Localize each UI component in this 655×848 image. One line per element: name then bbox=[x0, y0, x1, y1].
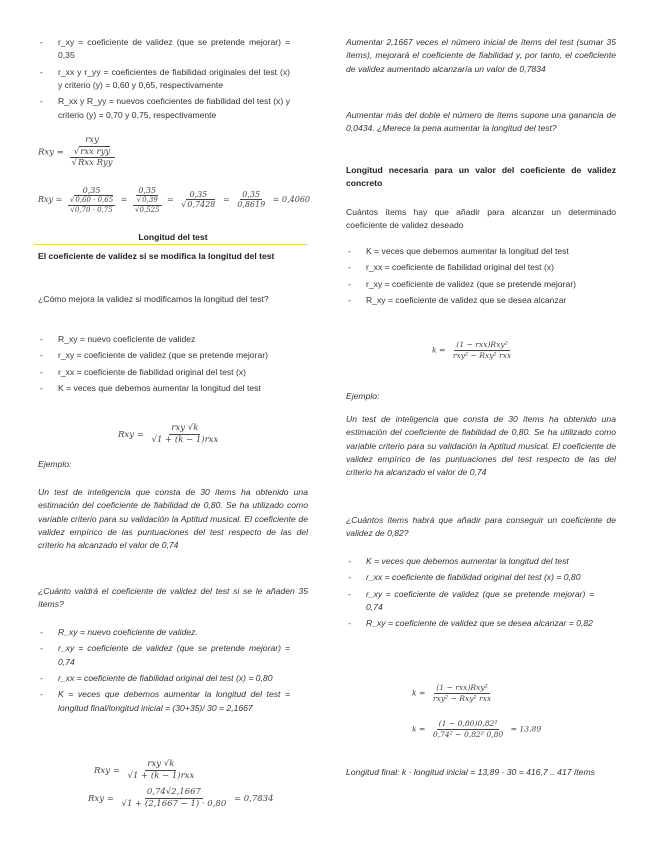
paragraph-intro: Cuántos ítems hay que añadir para alcanzar un determinado coeficiente de validez deseado bbox=[346, 207, 616, 231]
list-item: - K = veces que debemos aumentar la longitud del test bbox=[346, 245, 594, 258]
formula-corrected-validity: Rxy = rxy √rxx ryy √Rxx Ryy bbox=[38, 135, 113, 168]
definitions-list-3 bbox=[38, 626, 290, 718]
subheading-2: Longitud necesaria para un valor del coeficiente de validez concreto bbox=[346, 165, 616, 189]
formula-required-length-2: k = $\frac{\text{(1 − rxx)Rxy²}}{\text{rxy² − Rxy² rxx}}$ bbox=[412, 683, 492, 703]
list-item: - r_xy = coeficiente de validez (que se pretende mejorar) bbox=[346, 278, 594, 291]
ejemplo-text-2: Un test de inteligencia que consta de 30 ítems ha obtenido una estimación del coeficiente de fiabilidad de 0,80. Se ha utilizado como variable criterio para su validación la Aptitud musical. El coeficiente de validez empírico de las puntuaciones del test respecto de las del criterio ha alcanzado el valor de 0,74 bbox=[346, 414, 616, 478]
section-title: Longitud del test bbox=[138, 232, 208, 242]
ejemplo-label: Ejemplo: bbox=[38, 459, 72, 469]
list-item: - r_xy = coeficiente de validez (que se pretende mejorar) = 0,74 bbox=[346, 588, 594, 615]
list-item: - R_xx y R_yy = nuevos coeficientes de fiabilidad del test (x) y criterio (y) = 0,70 y 0,75, respectivamente bbox=[38, 95, 290, 122]
list-item: - r_xy = coeficiente de validez (que se pretende mejorar) = 0,35 bbox=[38, 36, 290, 63]
formula-length-validity: Rxy = $\frac{\text{rxy √k}}{\text{√1 + (k − 1)rxx}}$ bbox=[118, 423, 219, 445]
ejemplo-text: Un test de inteligencia que consta de 30 ítems ha obtenido una estimación del coeficiente de fiabilidad de 0,80. Se ha utilizado como variable criterio para su validación la Aptitud musical. El coeficiente de validez empírico de las puntuaciones del test respecto de las del criterio ha alcanzado el valor de 0,74 bbox=[38, 487, 308, 551]
ejemplo-label-2: Ejemplo: bbox=[346, 391, 380, 401]
formula-required-length: k = $\frac{\text{(1 − rxx)Rxy²}}{\text{rxy² − Rxy² rxx}}$ bbox=[432, 340, 512, 360]
definitions-list-4 bbox=[346, 245, 594, 310]
formula-required-length-numeric: k = $\frac{\text{(1 − 0,80)0,82²}}{\text{0,74² − 0,82² 0,80}}$ = 13,89 bbox=[412, 719, 542, 739]
list-item: - R_xy = nuevo coeficiente de validez bbox=[38, 333, 290, 346]
question-paragraph: ¿Cómo mejora la validez si modificamos la longitud del test? bbox=[38, 294, 269, 304]
formula-length-validity-2: Rxy = $\frac{\text{rxy √k}}{\text{√1 + (k − 1)rxx}}$ bbox=[94, 759, 195, 781]
list-item: - r_xx y r_yy = coeficientes de fiabilidad originales del test (x) y criterio (y) = 0,60 y 0,65, respectivamente bbox=[38, 66, 290, 93]
formula-length-validity-numeric: Rxy = $\frac{0,74√2,1667}{√1 + (2,1667 - 1) \cdot 0,80}$ = 0,7834 bbox=[88, 787, 274, 809]
list-item: - r_xx = coeficiente de fiabilidad original del test (x) bbox=[346, 261, 594, 274]
list-item: - K = veces que debemos aumentar la longitud del test bbox=[38, 382, 290, 395]
definitions-list-2 bbox=[38, 333, 290, 398]
paragraph-gain: Aumentar más del doble el número de ítems supone una ganancia de 0,0434. ¿Merece la pena aumentar la longitud del test? bbox=[346, 110, 616, 134]
section-divider bbox=[34, 244, 308, 245]
list-item: - R_xy = coeficiente de validez que se desea alcanzar = 0,82 bbox=[346, 617, 594, 630]
list-item: - r_xy = coeficiente de validez (que se pretende mejorar) bbox=[38, 349, 290, 362]
paragraph-result: Aumentar 2,1667 veces el número inicial de ítems del test (sumar 35 ítems), mejorará el coeficiente de fiabilidad y, por tanto, el coeficiente de validez aumentado alcanzaría un valor de 0,7834 bbox=[346, 37, 616, 74]
list-item: - r_xx = coeficiente de fiabilidad original del test (x) bbox=[38, 366, 290, 379]
final-length: Longitud final: k · longitud inicial = 13,89 · 30 = 416,7 .. 417 ítems bbox=[346, 767, 595, 777]
list-item: - R_xy = coeficiente de validez que se desea alcanzar bbox=[346, 294, 594, 307]
definitions-list-1 bbox=[38, 36, 290, 125]
list-item: - R_xy = nuevo coeficiente de validez. bbox=[38, 626, 290, 639]
subheading: El coeficiente de validez si se modifica la longitud del test bbox=[38, 251, 275, 261]
list-item: - K = veces que debemos aumentar la longitud del test = longitud final/longitud inicial = (30+35)/ 30 = 2,1667 bbox=[38, 688, 290, 715]
question-3: ¿Cuántos ítems habrá que añadir para conseguir un coeficiente de validez de 0,82? bbox=[346, 515, 616, 539]
list-item: - r_xx = coeficiente de fiabilidad original del test (x) = 0,80 bbox=[346, 571, 594, 584]
formula-corrected-validity-numeric: Rxy = 0,35 √0,60 · 0,65 √0,70 · 0,75 = 0,35 √0,39 √0,525 = $\frac{0,35}{√0,7428}$ = $\frac{0,35}{0,8619}$ = 0,4060 bbox=[38, 186, 310, 214]
definitions-list-5 bbox=[346, 555, 594, 634]
question-2: ¿Cuánto valdrá el coeficiente de validez del test si se le añaden 35 ítems? bbox=[38, 586, 308, 610]
list-item: - K = veces que debemos aumentar la longitud del test bbox=[346, 555, 594, 568]
list-item: - r_xy = coeficiente de validez (que se pretende mejorar) = 0,74 bbox=[38, 642, 290, 669]
list-item: - r_xx = coeficiente de fiabilidad original del test (x) = 0,80 bbox=[38, 672, 290, 685]
